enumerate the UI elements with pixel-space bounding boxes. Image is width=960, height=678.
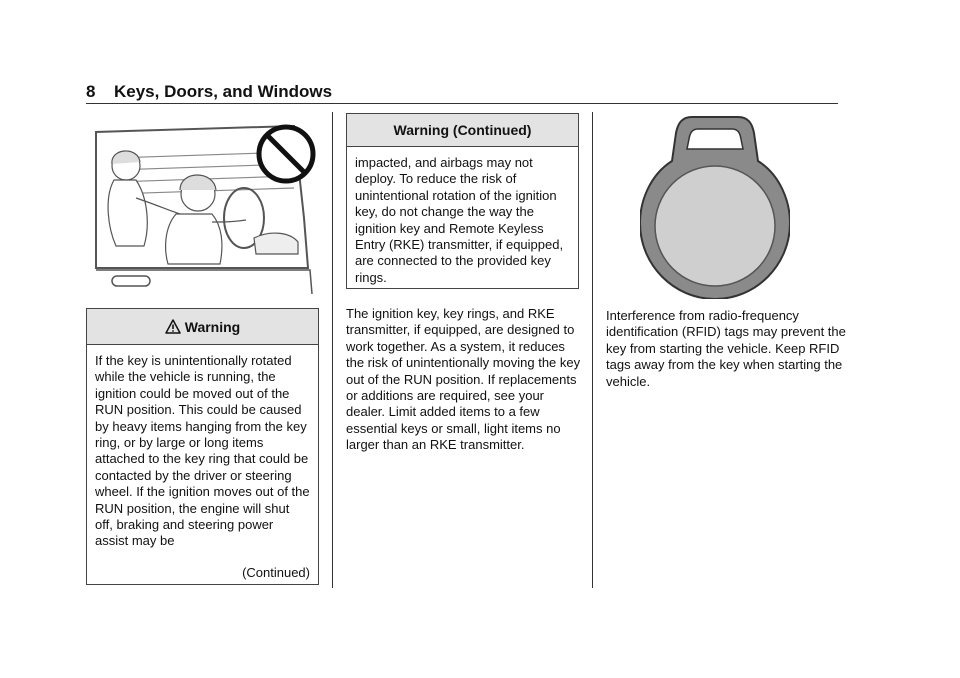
prohibition-sign-icon bbox=[259, 127, 313, 181]
rfid-key-fob-illustration bbox=[640, 113, 790, 299]
section-title: Keys, Doors, and Windows bbox=[114, 82, 333, 101]
column-divider-1 bbox=[332, 112, 333, 588]
warning-continued-body: impacted, and airbags may not deploy. To reduce the risk of unintentional rotation of the ignition key, do not change the way the ignition key and Remote Keyless Entry (RKE) transmitter, if equipped, are connected to the provided key rings. bbox=[355, 155, 564, 285]
warning-body: If the key is unintentionally rotated while the vehicle is running, the ignition could be moved out of the RUN position. This could be caused by heavy items hanging from the key ring, or by large or long items attached to the key ring that could be contacted by the driver or steering wheel. If the ignition moves out of the RUN position, the engine will shut off, braking and steering power assist may be bbox=[95, 353, 310, 549]
warning-title: Warning bbox=[184, 319, 241, 335]
column-divider-2 bbox=[592, 112, 593, 588]
warning-continued-box bbox=[346, 113, 579, 289]
warning-box-header bbox=[87, 309, 318, 345]
key-ring-paragraph: The ignition key, key rings, and RKE transmitter, if equipped, are designed to work together. As a system, it reduces the risk of unintentionally moving the key out of the RUN position. If replacements or additions are required, see your dealer. Limit added items to a few essential keys or small, light items no larger than an RKE transmitter. bbox=[346, 306, 581, 453]
page-number: 8 bbox=[86, 82, 96, 101]
header-rule bbox=[86, 103, 838, 104]
page-header bbox=[86, 82, 838, 102]
warning-triangle-icon bbox=[165, 319, 181, 335]
warning-box bbox=[86, 308, 319, 585]
continued-label: (Continued) bbox=[242, 565, 310, 580]
warning-continued-header: Warning (Continued) bbox=[347, 114, 578, 147]
children-in-vehicle-illustration bbox=[94, 118, 316, 294]
rfid-paragraph: Interference from radio-frequency identification (RFID) tags may prevent the key from starting the vehicle. Keep RFID tags away from the key when starting the vehicle. bbox=[606, 308, 846, 389]
